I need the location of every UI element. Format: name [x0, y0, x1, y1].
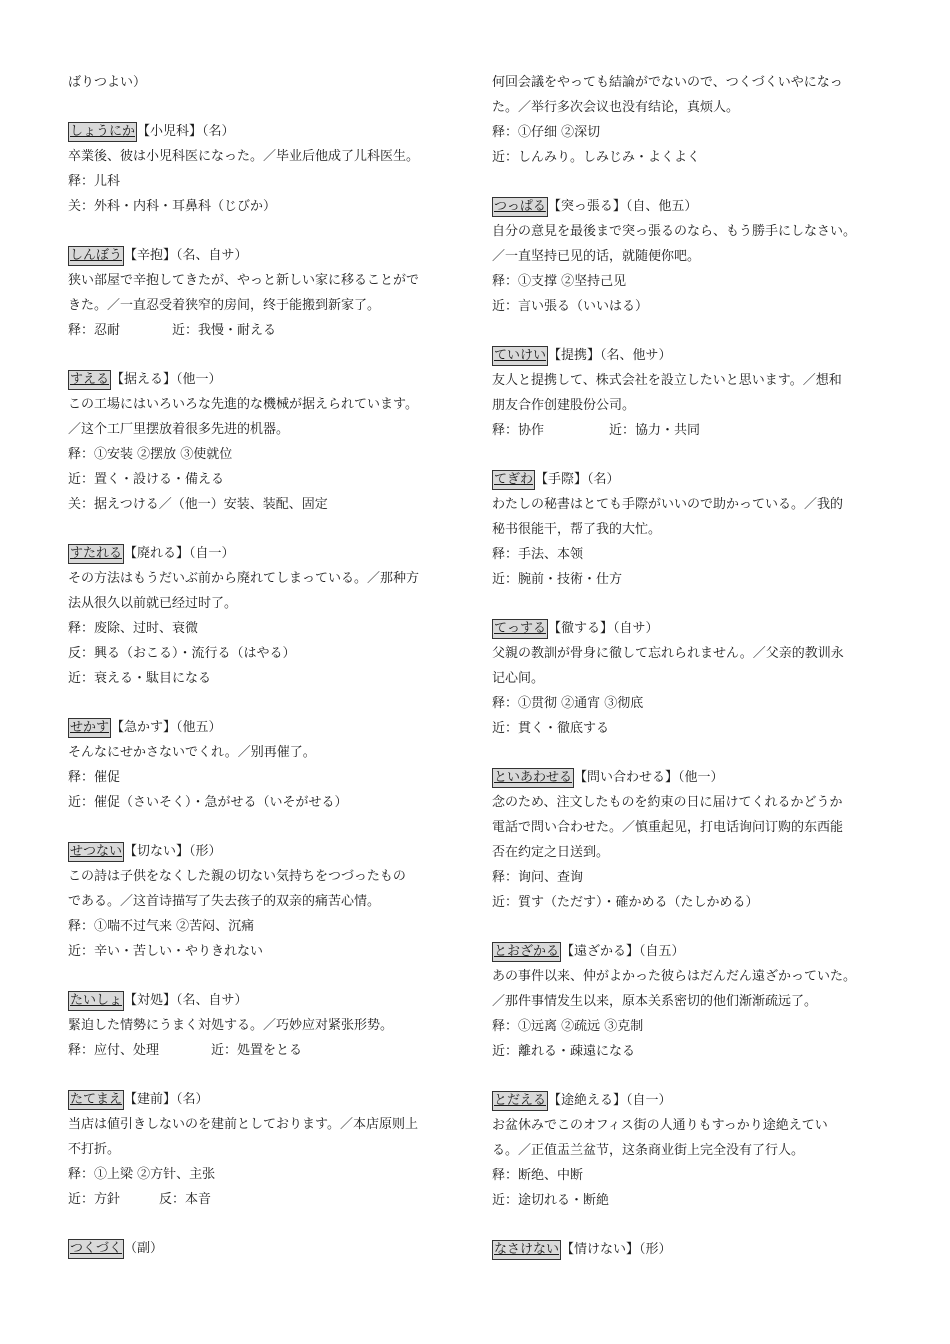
entry-text-line: 近：腕前・技術・仕方: [492, 572, 623, 587]
entry-text-line: 关：据えつける／（他一）安装、装配、固定: [68, 497, 328, 512]
entry-text-line: 緊迫した情勢にうまく対処する。／巧妙应对紧张形势。: [68, 1018, 394, 1033]
entry-info: 【据える】（他一）: [111, 372, 222, 387]
entry-header: [68, 1087, 468, 1112]
entry-text-line: ／这个工厂里摆放着很多先进的机器。: [68, 422, 290, 437]
continuation-text: た。／举行多次会议也没有结论，真烦人。: [492, 100, 740, 115]
entry-text-line: ／一直坚持已见的话，就随便你吧。: [492, 249, 701, 264]
entry-text-line: である。／这首诗描写了失去孩子的双亲的痛苦心情。: [68, 894, 381, 909]
entry-text-line: 释：①贯彻 ②通宵 ③彻底: [492, 696, 644, 711]
entry-text-line: きた。／一直忍受着狭窄的房间，终于能搬到新家了。: [68, 298, 381, 313]
entry-text-line: 反：興る（おこる）・流行る（はやる）: [68, 646, 296, 661]
entry-text-line: この詩は子供をなくした親の切ない気持ちをつづったもの: [68, 869, 406, 884]
headword: たいしょ: [68, 991, 124, 1011]
entry-header: [492, 765, 892, 790]
entry-text-line: 卒業後、彼は小児科医になった。／毕业后他成了儿科医生。: [68, 149, 420, 164]
entry-info: 【提携】（名、他サ）: [548, 348, 672, 363]
entry-info: 【廃れる】（自一）: [124, 546, 235, 561]
headword: てぎわ: [492, 470, 535, 490]
entry-text-line: 释：①支撑 ②坚持己见: [492, 274, 627, 289]
entry-text-line: 释：断绝、中断: [492, 1168, 584, 1183]
entry-text-line: 近：言い張る（いいはる）: [492, 299, 649, 314]
entry-text-line: 记心间。: [492, 671, 545, 686]
entry-text-line: 释：应付、处理 近：処置をとる: [68, 1043, 303, 1058]
headword: すたれる: [68, 544, 124, 564]
entry-text-line: 近：離れる・疎遠になる: [492, 1044, 636, 1059]
entry-text-line: 释：忍耐 近：我慢・耐える: [68, 323, 277, 338]
entry-text-line: 释：催促: [68, 770, 121, 785]
entry-text-line: 否在约定之日送到。: [492, 845, 610, 860]
entry-text-line: 念のため、注文したものを約束の日に届けてくれるかどうか: [492, 795, 843, 810]
headword: つくづく: [68, 1239, 124, 1259]
headword: ていけい: [492, 346, 548, 366]
entry-info: 【遠ざかる】（自五）: [561, 944, 685, 959]
entry-info: 【辛抱】（名、自サ）: [124, 248, 248, 263]
entry-text-line: 狭い部屋で辛抱してきたが、やっと新しい家に移ることがで: [68, 273, 420, 288]
headword: たてまえ: [68, 1090, 124, 1110]
continuation-text: 近：しんみり。しみじみ・よくよく: [492, 150, 701, 165]
entry-info: 【途絶える】（自一）: [548, 1093, 672, 1108]
entry-text-line: 释：①喘不过气来 ②苦闷、沉痛: [68, 919, 255, 934]
entry-text-line: お盆休みでこのオフィス街の人通りもすっかり途絶えてい: [492, 1118, 828, 1133]
entry-text-line: 近：貫く・徹底する: [492, 721, 610, 736]
entry-text-line: この工場にはいろいろな先進的な機械が据えられています。: [68, 397, 418, 412]
entry-text-line: 释：①上梁 ②方针、主张: [68, 1167, 216, 1182]
entry-text-line: 友人と提携して、株式会社を設立したいと思います。／想和: [492, 373, 842, 388]
entry-info: 【対処】（名、自サ）: [124, 993, 248, 1008]
entry-text-line: 关：外科・内科・耳鼻科（じびか）: [68, 199, 277, 214]
entry-text-line: 近：辛い・苦しい・やりきれない: [68, 944, 264, 959]
headword: せつない: [68, 842, 124, 862]
entry-header: [492, 194, 892, 219]
entry-text-line: 父親の教訓が骨身に徹して忘れられません。／父亲的教训永: [492, 646, 844, 661]
entry-info: 【突っ張る】（自、他五）: [547, 199, 698, 214]
right-column: [492, 70, 892, 1262]
entry-text-line: 当店は値引きしないのを建前としております。／本店原则上: [68, 1117, 418, 1132]
headword: てっする: [492, 619, 548, 639]
entry-header: [492, 1237, 892, 1262]
continuation-text: 释：①仔细 ②深切: [492, 125, 601, 140]
entry-text-line: 電話で問い合わせた。／慎重起见，打电话询问订购的东西能: [492, 820, 844, 835]
entry-text-line: 释：儿科: [68, 174, 121, 189]
entry-header: [492, 939, 892, 964]
entry-header: [68, 367, 468, 392]
headword: とおざかる: [492, 942, 561, 962]
entry-header: [492, 467, 892, 492]
entry-info: 【建前】（名）: [124, 1092, 209, 1107]
continuation-text: 何回会議をやっても結論がでないので、つくづくいやになっ: [492, 75, 843, 90]
entry-text-line: そんなにせかさないでくれ。／别再催了。: [68, 745, 316, 760]
entry-info: 【手際】（名）: [535, 472, 620, 487]
entry-text-line: わたしの秘書はとても手際がいいので助かっている。／我的: [492, 497, 844, 512]
headword: すえる: [68, 370, 111, 390]
entry-text-line: る。／正值盂兰盆节，这条商业街上完全没有了行人。: [492, 1143, 805, 1158]
entry-text-line: 近：催促（さいそく）・急がせる（いそがせる）: [68, 795, 348, 810]
entry-text-line: 近：置く・設ける・備える: [68, 472, 225, 487]
entry-text-line: ／那件事情发生以来，原本关系密切的他们渐渐疏远了。: [492, 994, 818, 1009]
headword: しょうにか: [68, 122, 137, 142]
headword: せかす: [68, 718, 111, 738]
entry-text-line: 秘书很能干，帮了我的大忙。: [492, 522, 662, 537]
left-column: [68, 70, 468, 1261]
entry-text-line: 近：質す（ただす）・確かめる（たしかめる）: [492, 895, 759, 910]
entry-text-line: その方法はもうだいぶ前から廃れてしまっている。／那种方: [68, 571, 420, 586]
entry-text-line: 释：①远离 ②疏远 ③克制: [492, 1019, 644, 1034]
entry-header: [68, 988, 468, 1013]
entry-text-line: 释：询问、查询: [492, 870, 584, 885]
entry-header: [68, 1236, 468, 1261]
entry-info: 【小児科】（名）: [137, 124, 235, 139]
entry-info: （副）: [124, 1241, 164, 1256]
entry-header: [68, 715, 468, 740]
entry-text-line: 释：手法、本领: [492, 547, 584, 562]
entry-text-line: 法从很久以前就已经过时了。: [68, 596, 238, 611]
entry-info: 【徹する】（自サ）: [548, 621, 659, 636]
entry-info: 【切ない】（形）: [124, 844, 222, 859]
headword: といあわせる: [492, 768, 574, 788]
headword: とだえる: [492, 1091, 548, 1111]
entry-text-line: 近：方針 反：本音: [68, 1192, 212, 1207]
entry-text-line: 近：途切れる・断絶: [492, 1193, 610, 1208]
entry-info: 【問い合わせる】（他一）: [574, 770, 724, 785]
entry-info: 【情けない】（形）: [561, 1242, 672, 1257]
headword: つっぱる: [492, 197, 548, 217]
entry-header: [68, 839, 468, 864]
headword: しんぼう: [68, 246, 124, 266]
entry-text-line: 自分の意見を最後まで突っ張るのなら、もう勝手にしなさい。: [492, 224, 857, 239]
entry-text-line: 不打折。: [68, 1142, 121, 1157]
entry-header: [68, 119, 468, 144]
entry-header: [68, 541, 468, 566]
entry-info: 【急かす】（他五）: [111, 720, 222, 735]
entry-text-line: 朋友合作创建股份公司。: [492, 398, 636, 413]
entry-text-line: 释：废除、过时、衰微: [68, 621, 199, 636]
entry-header: [492, 1088, 892, 1113]
entry-header: [68, 243, 468, 268]
entry-text-line: 释：协作 近：協力・共同: [492, 423, 701, 438]
entry-text-line: 释：①安装 ②摆放 ③使就位: [68, 447, 233, 462]
entry-header: [492, 343, 892, 368]
continuation-text: ばりつよい）: [68, 75, 147, 90]
entry-text-line: 近：衰える・駄目になる: [68, 671, 212, 686]
entry-header: [492, 616, 892, 641]
headword: なさけない: [492, 1240, 561, 1260]
entry-text-line: あの事件以来、仲がよかった彼らはだんだん遠ざかっていた。: [492, 969, 857, 984]
